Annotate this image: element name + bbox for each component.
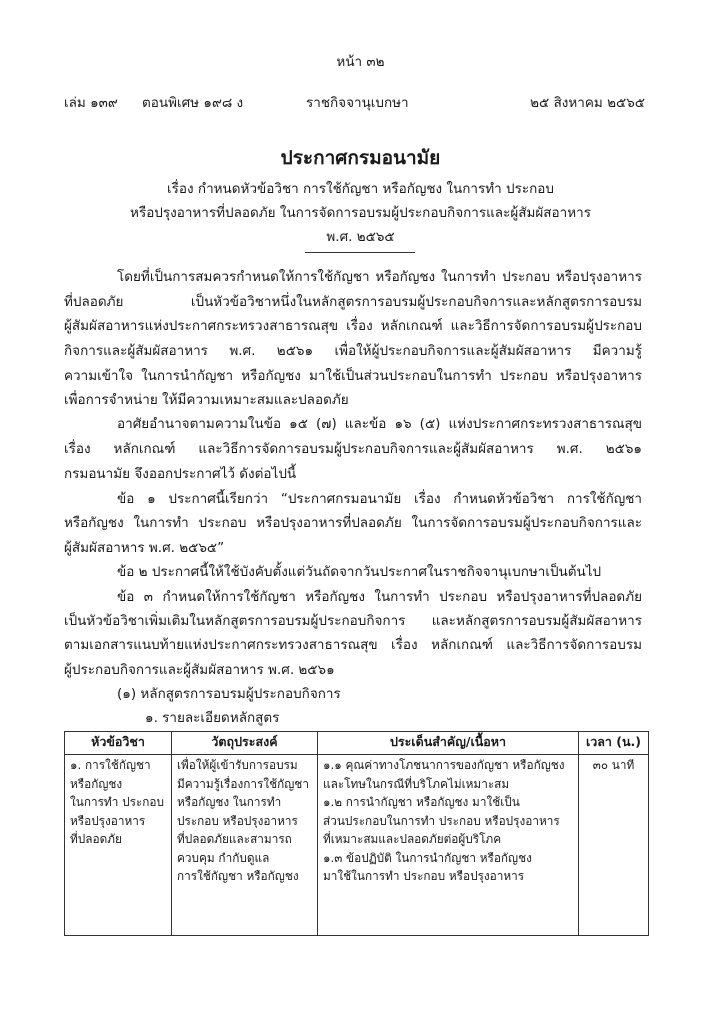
column-header: หัวข้อวิชา <box>65 732 172 755</box>
section-heading: (๑) หลักสูตรการอบรมผู้ประกอบกิจการ <box>117 686 341 702</box>
cell-line: หรือกัญชง <box>70 776 123 791</box>
body-line: โดยที่เป็นการสมควรกำหนดให้การใช้กัญชา หรือกัญชง ในการทำ ประกอบ หรือปรุงอาหาร <box>117 269 642 285</box>
body-line: ผู้ประกอบกิจการและผู้สัมผัสอาหาร พ.ศ. ๒๕๖๑ <box>64 662 335 678</box>
body-line: ความเข้าใจ ในการนำกัญชา หรือกัญชง มาใช้เป็นส่วนประกอบในการทำ ประกอบ หรือปรุงอาหาร <box>64 368 642 384</box>
column-header: ประเด็นสำคัญ/เนื้อหา <box>318 732 579 755</box>
cell-line: หรือกัญชง ในการทำ <box>177 795 282 809</box>
table-header-row <box>65 732 649 755</box>
subject-line-2: หรือปรุงอาหารที่ปลอดภัย ในการจัดการอบรมผู้ประกอบกิจการและผู้สัมผัสอาหาร <box>130 205 591 221</box>
cell-line: เพื่อให้ผู้เข้ารับการอบรม <box>177 758 298 772</box>
objective-cell <box>172 755 318 936</box>
course-table <box>64 731 649 936</box>
cell-line: ๓๐ นาที <box>592 758 635 772</box>
cell-line: ๑.๑ คุณค่าทางโภชนาการของกัญชา หรือกัญชง <box>323 758 565 772</box>
body-line: กรมอนามัย จึงออกประกาศไว้ ดังต่อไปนี้ <box>64 466 297 482</box>
cell-line: ส่วนประกอบในการทำ ประกอบ หรือปรุงอาหาร <box>323 813 560 828</box>
body-line: เพื่อการจำหน่าย ให้มีความเหมาะสมและปลอดภัย <box>64 392 349 408</box>
body-line: เรื่อง หลักเกณฑ์ และวิธีการจัดการอบรมผู้ประกอบกิจการและผู้สัมผัสอาหาร พ.ศ. ๒๕๖๑ <box>64 441 642 457</box>
cell-line: ที่ปลอดภัยและสามารถ <box>177 832 292 846</box>
gazette-name: ราชกิจจานุเบกษา <box>306 95 409 111</box>
gazette-date: ๒๕ สิงหาคม ๒๕๖๕ <box>530 95 645 111</box>
body-line: ข้อ ๒ ประกาศนี้ให้ใช้บังคับตั้งแต่วันถัดจากวันประกาศในราชกิจจานุเบกษาเป็นต้นไป <box>117 564 602 580</box>
subject-line-3: พ.ศ. ๒๕๖๕ <box>326 229 395 245</box>
body-line: ที่ปลอดภัย เป็นหัวข้อวิชาหนึ่งในหลักสูตรการอบรมผู้ประกอบกิจการและหลักสูตรการอบรม <box>64 294 642 310</box>
subject-line-1: เรื่อง กำหนดหัวข้อวิชา การใช้กัญชา หรือกัญชง ในการทำ ประกอบ <box>167 181 554 197</box>
body-line: กิจการและผู้สัมผัสอาหาร พ.ศ. ๒๕๖๑ เพื่อให้ผู้ประกอบกิจการและผู้สัมผัสอาหาร มีความรู้ <box>64 343 642 359</box>
table-row <box>65 755 649 936</box>
body-line: เป็นหัวข้อวิชาเพิ่มเติมในหลักสูตรการอบรมผู้ประกอบกิจการ และหลักสูตรการอบรมผู้สัมผัสอาหาร <box>64 613 642 629</box>
cell-line: ในการทำ ประกอบ <box>70 795 164 809</box>
cell-line: มีความรู้เรื่องการใช้กัญชา <box>177 776 309 791</box>
title-divider <box>305 252 415 253</box>
cell-line: ประกอบ หรือปรุงอาหาร <box>177 813 298 828</box>
cell-line: ๑. การใช้กัญชา <box>70 758 151 772</box>
subject-cell <box>65 755 172 936</box>
body-line: ตามเอกสารแนบท้ายแห่งประกาศกระทรวงสาธารณสุข เรื่อง หลักเกณฑ์ และวิธีการจัดการอบรม <box>64 637 642 653</box>
cell-line: ที่เหมาะสมและปลอดภัยต่อผู้บริโภค <box>323 832 502 846</box>
content-cell <box>318 755 579 936</box>
column-header: วัตถุประสงค์ <box>172 732 318 755</box>
cell-line: หรือปรุงอาหาร <box>70 813 146 828</box>
cell-line: การใช้กัญชา หรือกัญชง <box>177 869 299 883</box>
body-line: หรือกัญชง ในการทำ ประกอบ หรือปรุงอาหารที่ปลอดภัย ในการจัดการอบรมผู้ประกอบกิจการและ <box>64 515 642 531</box>
body-line: ข้อ ๑ ประกาศนี้เรียกว่า “ประกาศกรมอนามัย เรื่อง กำหนดหัวข้อวิชา การใช้กัญชา <box>117 491 642 507</box>
cell-line: ๑.๒ การนำกัญชา หรือกัญชง มาใช้เป็น <box>323 795 520 809</box>
cell-line: มาใช้ในการทำ ประกอบ หรือปรุงอาหาร <box>323 869 525 883</box>
body-line: ผู้สัมผัสอาหาร พ.ศ. ๒๕๖๕” <box>64 540 225 556</box>
column-header: เวลา (น.) <box>579 732 649 755</box>
cell-line: ที่ปลอดภัย <box>70 832 122 846</box>
body-line: ข้อ ๓ กำหนดให้การใช้กัญชา หรือกัญชง ในการทำ ประกอบ หรือปรุงอาหารที่ปลอดภัย <box>117 589 642 605</box>
page-number: หน้า ๓๒ <box>336 54 385 70</box>
subsection-heading: ๑. รายละเอียดหลักสูตร <box>145 710 280 726</box>
part-label: ตอนพิเศษ ๑๙๘ ง <box>142 95 244 111</box>
volume-label: เล่ม ๑๓๙ <box>64 95 118 111</box>
doc-title: ประกาศกรมอนามัย <box>280 147 441 169</box>
body-line: อาศัยอำนาจตามความในข้อ ๑๕ (๗) และข้อ ๑๖ (๕) แห่งประกาศกระทรวงสาธารณสุข <box>117 416 642 432</box>
cell-line: ควบคุม กำกับดูแล <box>177 850 270 865</box>
cell-line: และโทษในกรณีที่บริโภคไม่เหมาะสม <box>323 776 510 791</box>
body-line: ผู้สัมผัสอาหารแห่งประกาศกระทรวงสาธารณสุข เรื่อง หลักเกณฑ์ และวิธีการจัดการอบรมผู้ประกอบ <box>64 318 642 334</box>
time-cell <box>579 755 649 936</box>
cell-line: ๑.๓ ข้อปฏิบัติ ในการนำกัญชา หรือกัญชง <box>323 850 532 865</box>
